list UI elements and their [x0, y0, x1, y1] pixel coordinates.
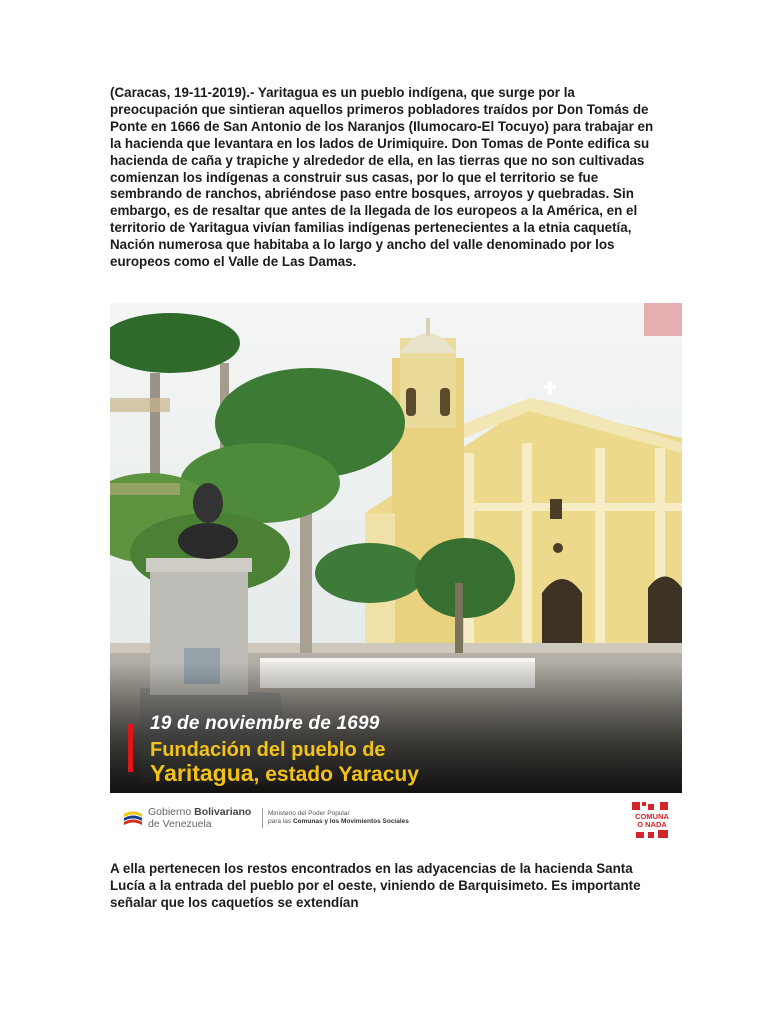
- poster-footer-logos: [110, 796, 682, 844]
- church-poster-image: [110, 303, 682, 793]
- ministry-line-2-light: para las: [268, 818, 293, 825]
- article-paragraph-1: (Caracas, 19-11-2019).- Yaritagua es un pueblo indígena, que surge por la preocupación que sintieran aquellos primeros pobladores traídos por Don Tomás de Ponte en 1666 de San Antonio de los Naranjos (Ilumocaro-El Tocuyo) para trabajar en la hacienda que levantara en los lados de Urimiquire. Don Tomas de Ponte edifica su hacienda de caña y trapiche y alrededor de ella, en las tierras que no son cultivadas comienzan los indígenas a construir sus casas, por lo que el territorio se fue sembrando de ranchos, abriéndose paso entre bosques, arroyos y quebradas. Sin embargo, es de resaltar que antes de la llegada de los europeos a la América, en el territorio de Yaritagua vivían familias indígenas pertenecientes a la etnia caquetía, Nación numerosa que habitaba a lo largo y ancho del valle denominado por los europeos como el Valle de Las Damas.: [110, 85, 654, 270]
- gov-line-1-light: Gobierno: [148, 806, 195, 818]
- ministry-line-1: Ministerio del Poder Popular: [268, 810, 350, 817]
- comuna-line-2: O NADA: [637, 820, 667, 829]
- comuna-o-nada-logo: [630, 800, 674, 840]
- poster-title-line-1: Fundación del pueblo de: [150, 739, 386, 761]
- poster-date: 19 de noviembre de 1699: [150, 713, 380, 734]
- ministry-logo-text: [268, 810, 409, 826]
- red-accent-bar: [128, 724, 133, 772]
- poster-title-town: Yaritagua: [150, 760, 254, 786]
- ministry-line-2-bold: Comunas y los Movimientos Sociales: [292, 818, 409, 825]
- gobierno-bolivariano-logo: [122, 804, 262, 834]
- venezuela-flag-icon: [122, 808, 144, 830]
- poster-title-line-2: [150, 760, 419, 787]
- gov-line-1-bold: Bolivariano: [194, 806, 252, 818]
- gov-line-2: de Venezuela: [148, 818, 212, 830]
- article-paragraph-2: A ella pertenecen los restos encontrados en las adyacencias de la hacienda Santa Lucía a la entrada del pueblo por el oeste, viniendo de Barquisimeto. Es importante señalar que los caquetíos se extendían: [110, 861, 641, 910]
- poster-title-state: , estado Yaracuy: [253, 763, 419, 786]
- logo-divider: [262, 808, 263, 828]
- comuna-line-1: COMUNA: [635, 812, 669, 821]
